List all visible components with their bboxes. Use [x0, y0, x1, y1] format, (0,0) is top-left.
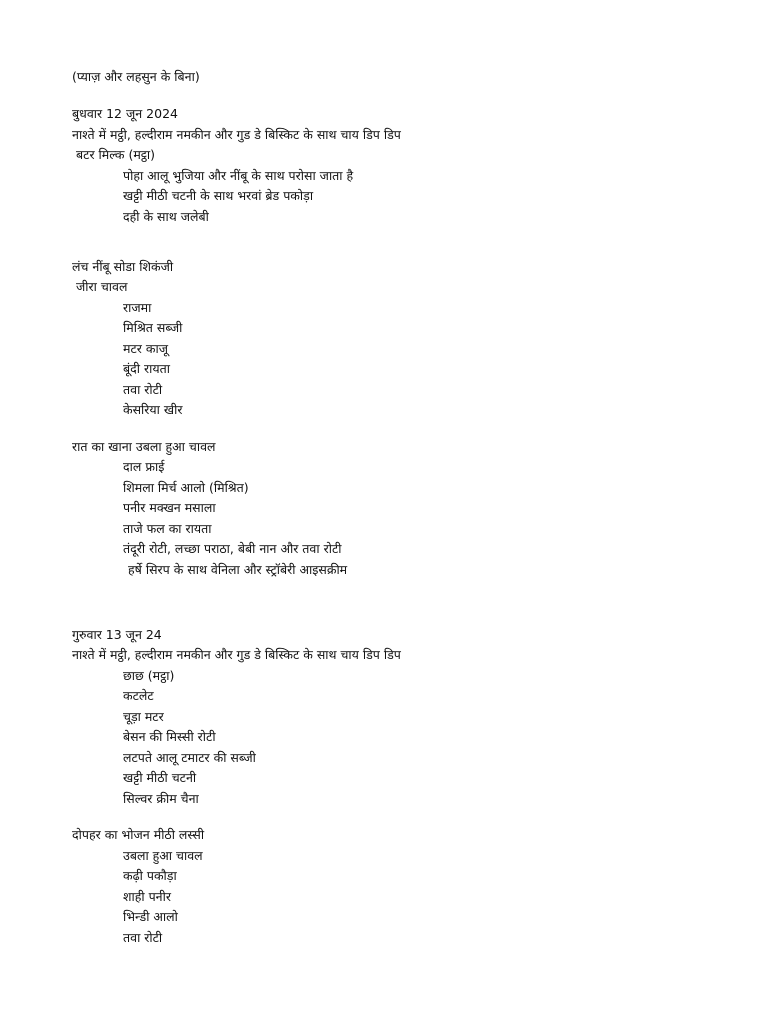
- day2-breakfast-heading: नाश्ते में मट्ठी, हल्दीराम नमकीन और गुड डे बिस्किट के साथ चाय डिप डिप: [72, 647, 401, 662]
- day1-dinner-heading: रात का खाना उबला हुआ चावल: [72, 439, 216, 454]
- list-item: शिमला मिर्च आलो (मिश्रित): [123, 480, 249, 495]
- day1-date: बुधवार 12 जून 2024: [72, 106, 178, 121]
- list-item: पनीर मक्खन मसाला: [123, 500, 216, 515]
- list-item: हर्षे सिरप के साथ वेनिला और स्ट्रॉबेरी आइसक्रीम: [128, 562, 348, 577]
- list-item: लटपते आलू टमाटर की सब्जी: [123, 750, 256, 765]
- list-item: केसरिया खीर: [123, 402, 183, 417]
- list-item: मटर काजू: [123, 341, 168, 356]
- list-item: भिन्डी आलो: [123, 909, 178, 924]
- note-text: (प्याज़ और लहसुन के बिना): [72, 69, 200, 84]
- list-item: कढ़ी पकौड़ा: [123, 868, 177, 883]
- day1-lunch-heading: लंच नींबू सोडा शिकंजी: [72, 259, 174, 274]
- day2-date: गुरुवार 13 जून 24: [72, 627, 162, 642]
- list-item: पोहा आलू भुजिया और नींबू के साथ परोसा जाता है: [123, 168, 354, 183]
- list-item: बेसन की मिस्सी रोटी: [123, 729, 216, 744]
- list-item: खट्टी मीठी चटनी: [123, 770, 197, 785]
- list-item: राजमा: [123, 300, 152, 315]
- list-item: मिश्रित सब्जी: [123, 320, 183, 335]
- list-item: तंदूरी रोटी, लच्छा पराठा, बेबी नान और तवा रोटी: [123, 541, 342, 556]
- list-item: तवा रोटी: [123, 930, 163, 945]
- list-item: कटलेट: [123, 688, 154, 703]
- list-item: तवा रोटी: [123, 382, 163, 397]
- list-item: उबला हुआ चावल: [123, 848, 203, 863]
- list-item: ताजे फल का रायता: [123, 521, 212, 536]
- list-item: सिल्वर क्रीम चैना: [123, 791, 199, 806]
- day1-lunch-sub: जीरा चावल: [76, 279, 128, 294]
- list-item: छाछ (मट्ठा): [123, 668, 175, 683]
- list-item: शाही पनीर: [123, 889, 171, 904]
- list-item: खट्टी मीठी चटनी के साथ भरवां ब्रेड पकोड़ा: [123, 188, 314, 203]
- day1-breakfast-sub: बटर मिल्क (मट्ठा): [76, 147, 156, 162]
- list-item: बूंदी रायता: [123, 361, 170, 376]
- list-item: चूड़ा मटर: [123, 709, 164, 724]
- list-item: दाल फ्राई: [123, 459, 165, 474]
- day1-breakfast-heading: नाश्ते में मट्ठी, हल्दीराम नमकीन और गुड डे बिस्किट के साथ चाय डिप डिप: [72, 127, 401, 142]
- day2-lunch-heading: दोपहर का भोजन मीठी लस्सी: [72, 827, 205, 842]
- list-item: दही के साथ जलेबी: [123, 209, 209, 224]
